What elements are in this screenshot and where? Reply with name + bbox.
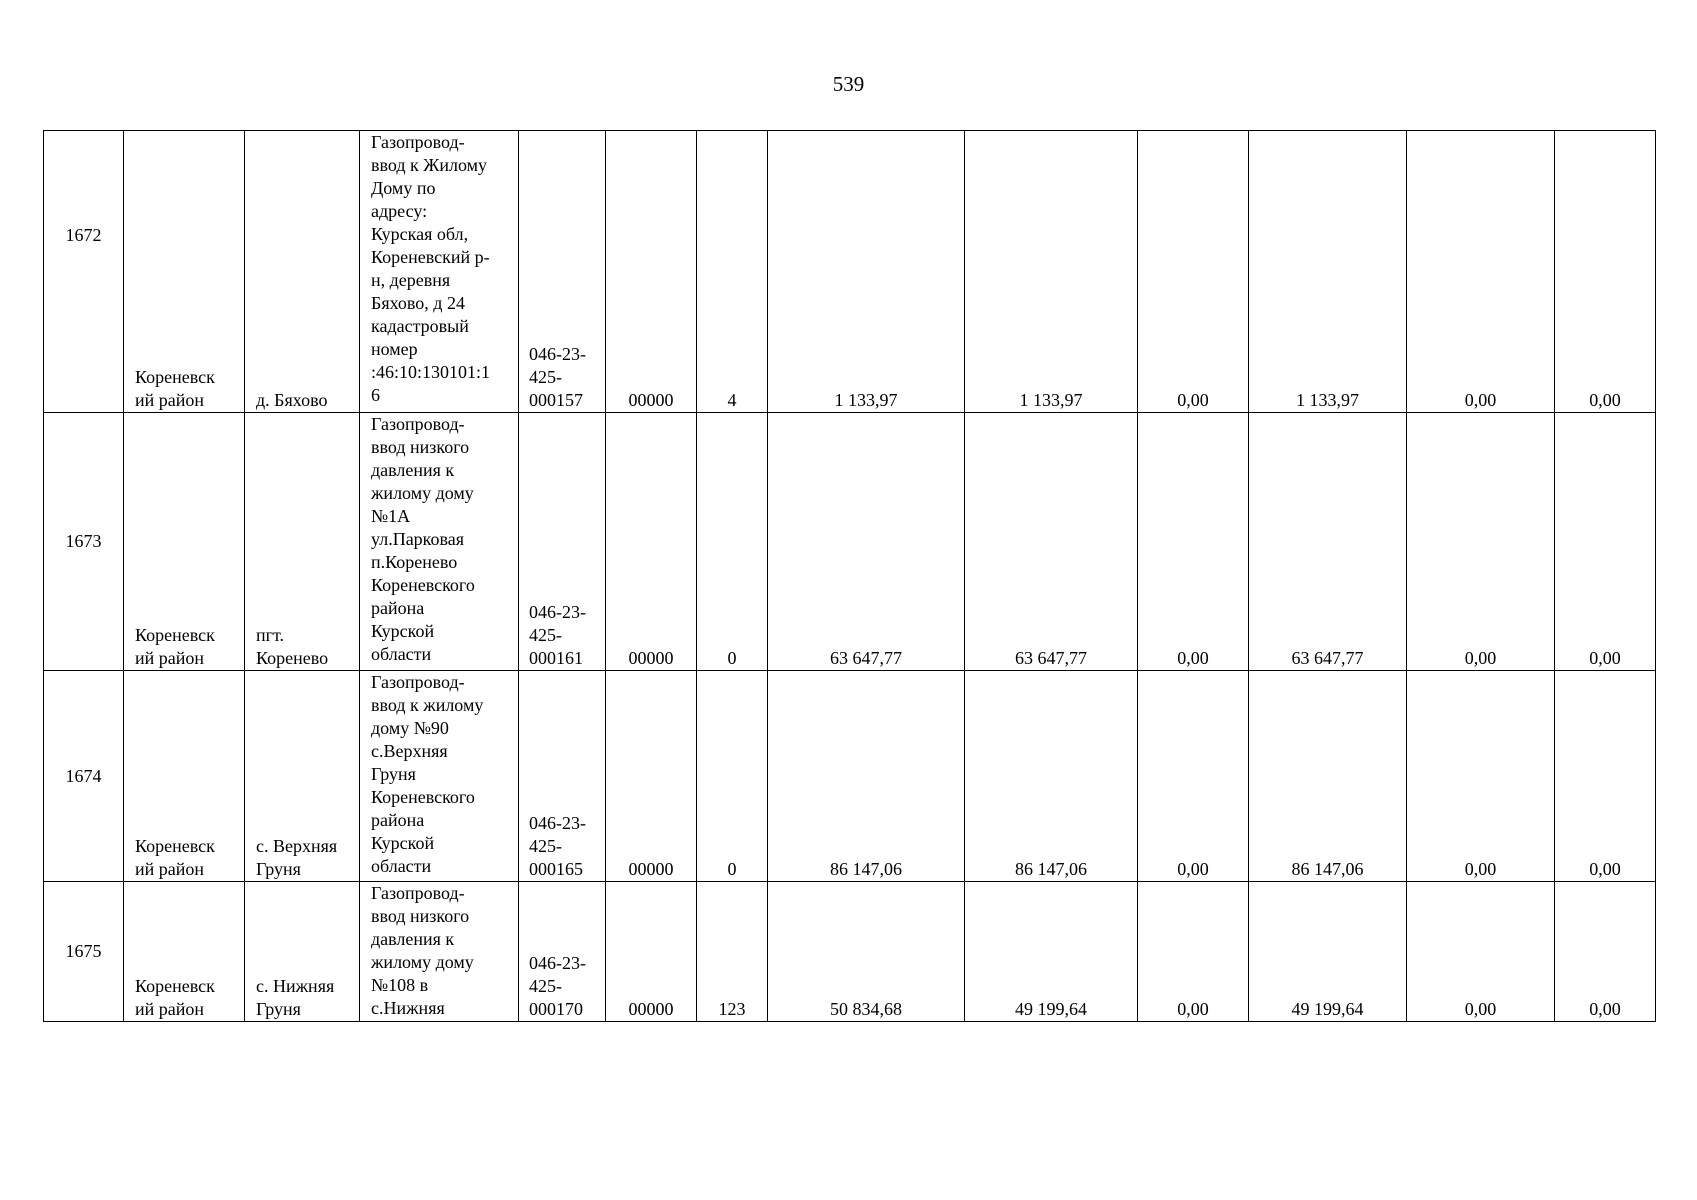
row-number-cell: 1672: [44, 131, 124, 413]
row-number-cell: 1675: [44, 882, 124, 1022]
locality-cell: с. Нижняя Груня: [245, 882, 360, 1022]
table-row: [44, 882, 1656, 1022]
value-cell: 0,00: [1407, 131, 1555, 413]
okof-code-cell: 00000: [606, 882, 697, 1022]
page-number: 539: [832, 72, 865, 96]
object-description-cell: Газопровод- ввод к жилому дому №90 с.Верхняя Груня Кореневского района Курской области: [360, 671, 519, 882]
okof-code-cell: 00000: [606, 671, 697, 882]
locality-cell: д. Бяхово: [245, 131, 360, 413]
value-cell: 0,00: [1555, 882, 1656, 1022]
quantity-cell: 4: [697, 131, 768, 413]
object-description-cell: Газопровод- ввод низкого давления к жилому дому №1А ул.Парковая п.Коренево Кореневского района Курской области: [360, 413, 519, 671]
value-cell: 0,00: [1407, 882, 1555, 1022]
value-cell: 63 647,77: [965, 413, 1138, 671]
locality-cell: пгт. Коренево: [245, 413, 360, 671]
quantity-cell: 123: [697, 882, 768, 1022]
value-cell: 86 147,06: [768, 671, 965, 882]
value-cell: 0,00: [1407, 413, 1555, 671]
value-cell: 1 133,97: [965, 131, 1138, 413]
quantity-cell: 0: [697, 413, 768, 671]
value-cell: 1 133,97: [768, 131, 965, 413]
value-cell: 0,00: [1555, 413, 1656, 671]
value-cell: 86 147,06: [1249, 671, 1407, 882]
asset-registry-table: [43, 130, 1656, 1022]
value-cell: 63 647,77: [1249, 413, 1407, 671]
value-cell: 50 834,68: [768, 882, 965, 1022]
okof-code-cell: 00000: [606, 131, 697, 413]
value-cell: 0,00: [1407, 671, 1555, 882]
value-cell: 0,00: [1138, 671, 1249, 882]
value-cell: 63 647,77: [768, 413, 965, 671]
row-number-cell: 1673: [44, 413, 124, 671]
district-cell: Кореневск ий район: [124, 671, 245, 882]
okof-code-cell: 00000: [606, 413, 697, 671]
value-cell: 0,00: [1138, 131, 1249, 413]
value-cell: 49 199,64: [1249, 882, 1407, 1022]
value-cell: 0,00: [1555, 671, 1656, 882]
table-row: [44, 413, 1656, 671]
value-cell: 0,00: [1138, 882, 1249, 1022]
inventory-code-cell: 046-23- 425- 000157: [519, 131, 606, 413]
quantity-cell: 0: [697, 671, 768, 882]
inventory-code-cell: 046-23- 425- 000170: [519, 882, 606, 1022]
inventory-code-cell: 046-23- 425- 000165: [519, 671, 606, 882]
row-number-cell: 1674: [44, 671, 124, 882]
inventory-code-cell: 046-23- 425- 000161: [519, 413, 606, 671]
object-description-cell: Газопровод- ввод низкого давления к жилому дому №108 в с.Нижняя: [360, 882, 519, 1022]
value-cell: 86 147,06: [965, 671, 1138, 882]
district-cell: Кореневск ий район: [124, 413, 245, 671]
locality-cell: с. Верхняя Груня: [245, 671, 360, 882]
value-cell: 0,00: [1555, 131, 1656, 413]
object-description-cell: Газопровод- ввод к Жилому Дому по адресу: Курская обл, Кореневский р- н, деревня Бяхово, д 24 кадастровый номер :46:10:130101:1 6: [360, 131, 519, 413]
table-row: [44, 671, 1656, 882]
value-cell: 1 133,97: [1249, 131, 1407, 413]
value-cell: 49 199,64: [965, 882, 1138, 1022]
table-row: [44, 131, 1656, 413]
district-cell: Кореневск ий район: [124, 131, 245, 413]
value-cell: 0,00: [1138, 413, 1249, 671]
district-cell: Кореневск ий район: [124, 882, 245, 1022]
